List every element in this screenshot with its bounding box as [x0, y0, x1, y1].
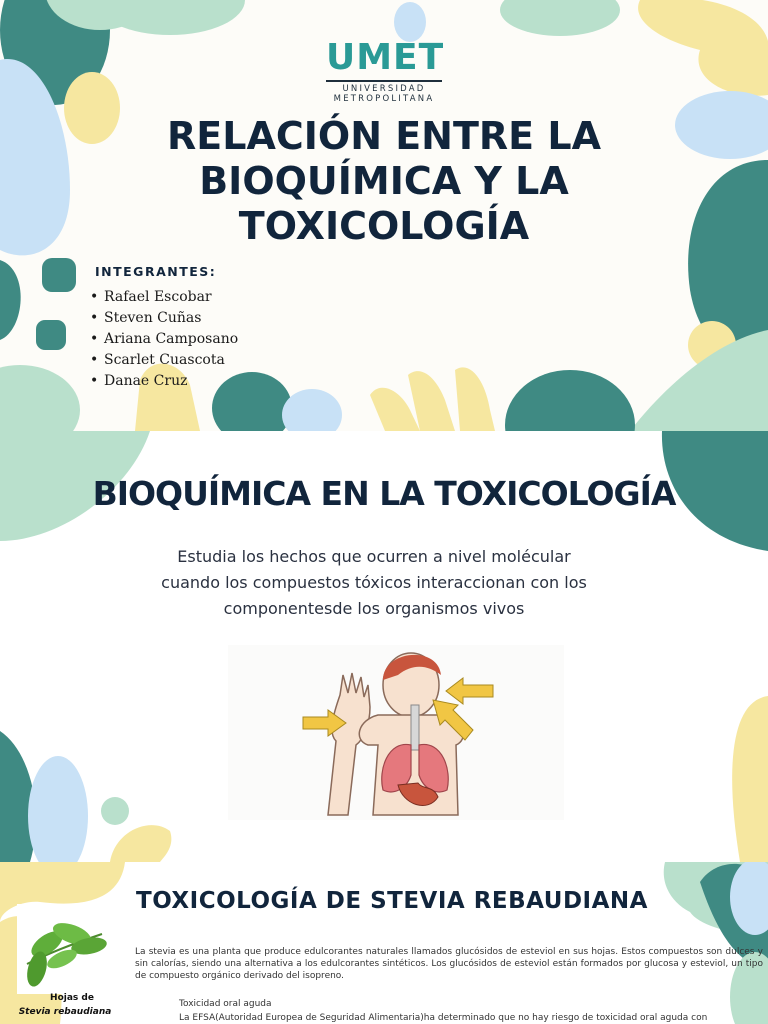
stevia-leaf-icon: [17, 904, 110, 994]
logo-subtitle-line2: METROPOLITANA: [333, 94, 435, 104]
members-list: [90, 287, 238, 392]
section-title: BIOQUÍMICA EN LA TOXICOLOGÍA: [92, 474, 676, 513]
image-caption: Hojas de: [50, 993, 94, 1003]
subheading: Toxicidad oral aguda: [179, 999, 272, 1009]
logo-divider: [326, 80, 442, 82]
member-item: • Ariana Camposano: [90, 329, 238, 350]
slide-title-heading: RELACIÓN ENTRE LA BIOQUÍMICA Y LA TOXICOLOGÍA: [167, 114, 601, 248]
image-caption-species: Stevia rebaudiana: [18, 1007, 112, 1017]
member-item: • Scarlet Cuascota: [90, 350, 238, 371]
section-description: Estudia los hechos que ocurren a nivel molécular cuando los compuestos tóxicos interaccionan con los componentesde los organismos vivos: [161, 547, 587, 618]
member-item: • Steven Cuñas: [90, 308, 238, 329]
respiratory-illustration: [228, 645, 564, 820]
section-title: TOXICOLOGÍA DE STEVIA REBAUDIANA: [136, 888, 648, 914]
section-paragraph: La stevia es una planta que produce edulcorantes naturales llamados glucósidos de esteviol en sus hojas. Estos compuestos son dulces y sin calorías, siendo una alternativa a los edulcorantes sintéticos. Los glucósidos de esteviol están formados por glucosa y esteviol, un tipo de compuesto orgánico derivado del isopreno.: [135, 947, 763, 981]
members-label: INTEGRANTES:: [95, 264, 217, 279]
human-respiratory-icon: [228, 645, 564, 820]
subheading-text: La EFSA(Autoridad Europea de Seguridad Alimentaria)ha determinado que no hay riesgo de toxicidad oral aguda con: [179, 1013, 708, 1023]
slide-title: [0, 0, 768, 431]
logo-subtitle-line1: UNIVERSIDAD: [342, 84, 426, 94]
slide-biochemistry: [0, 431, 768, 862]
member-item: • Rafael Escobar: [90, 287, 238, 308]
member-item: • Danae Cruz: [90, 371, 238, 392]
slide-stevia: [0, 862, 768, 1024]
stevia-leaf-image: [17, 904, 110, 994]
logo-subtitle: [326, 84, 442, 104]
umet-logo: UMET: [326, 37, 445, 78]
